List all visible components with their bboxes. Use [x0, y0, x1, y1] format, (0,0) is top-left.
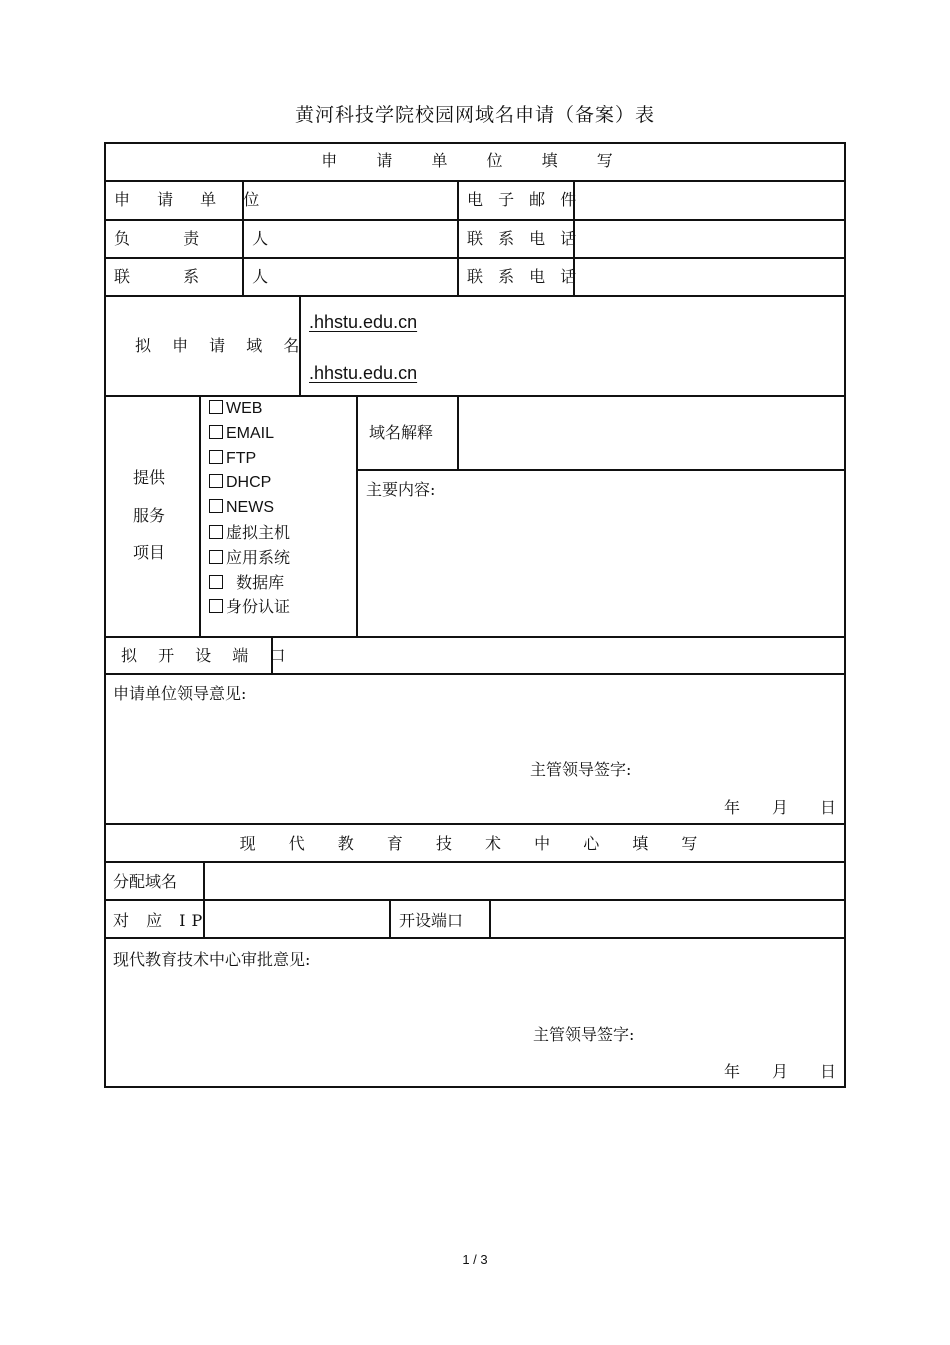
checkbox-icon[interactable] — [209, 425, 223, 439]
row-line — [105, 295, 846, 297]
label-open-port: 开设端口 — [399, 911, 464, 930]
section-header-applicant: 申 请 单 位 填 写 — [321, 151, 630, 170]
proposed-port-field[interactable] — [273, 638, 844, 673]
date-day-2: 日 — [820, 1062, 837, 1081]
checkbox-icon[interactable] — [209, 525, 223, 539]
center-opinion-field[interactable] — [106, 974, 844, 1022]
label-phone-1: 联 系 电 话 — [467, 229, 582, 248]
service-option-virtual-host[interactable]: 虚拟主机 — [209, 521, 290, 546]
services-checklist — [209, 397, 290, 620]
open-port-field[interactable] — [491, 901, 844, 937]
service-option-application-system[interactable]: 应用系统 — [209, 546, 290, 571]
checkbox-icon[interactable] — [209, 599, 223, 613]
label-email: 电 子 邮 件 — [467, 190, 582, 209]
row-line — [105, 823, 846, 825]
page-number: 1 / 3 — [462, 1252, 488, 1267]
service-option-web[interactable]: WEB — [209, 397, 290, 422]
table-border-top — [105, 142, 846, 144]
label-applicant-unit: 申 请 单 位 — [114, 190, 271, 209]
label-phone-2: 联 系 电 话 — [467, 267, 582, 286]
service-option-identity-auth[interactable]: 身份认证 — [209, 595, 290, 620]
label-services-line-3: 项目 — [133, 543, 166, 562]
contact-field[interactable] — [244, 259, 457, 295]
table-border-right — [844, 142, 846, 1088]
col-line — [457, 180, 459, 296]
label-main-content: 主要内容: — [366, 480, 436, 499]
date-year-1: 年 — [724, 798, 741, 817]
ip-field[interactable] — [205, 901, 389, 937]
label-services-line-1: 提供 — [133, 468, 166, 487]
checkbox-icon[interactable] — [209, 499, 223, 513]
form-title: 黄河科技学院校园网域名申请（备案）表 — [294, 104, 655, 126]
label-supervisor-signature-1: 主管领导签字: — [530, 760, 632, 779]
checkbox-icon[interactable] — [209, 550, 223, 564]
col-line — [389, 899, 391, 938]
label-leader-opinion: 申请单位领导意见: — [113, 684, 247, 703]
date-year-2: 年 — [724, 1062, 741, 1081]
label-person-in-charge: 负 责 人 — [114, 229, 293, 248]
phone-field-1[interactable] — [575, 221, 844, 257]
service-option-news[interactable]: NEWS — [209, 496, 290, 521]
assigned-domain-field[interactable] — [205, 863, 844, 899]
row-line — [105, 937, 846, 939]
checkbox-icon[interactable] — [209, 450, 223, 464]
service-option-ftp[interactable]: FTP — [209, 447, 290, 472]
date-day-1: 日 — [820, 798, 837, 817]
section-header-center: 现 代 教 育 技 术 中 心 填 写 — [239, 834, 712, 853]
email-field[interactable] — [575, 182, 844, 219]
label-assigned-domain: 分配域名 — [113, 872, 178, 891]
label-services-line-2: 服务 — [133, 506, 166, 525]
service-option-email[interactable]: EMAIL — [209, 422, 290, 447]
table-border-left — [104, 142, 106, 1088]
person-in-charge-field[interactable] — [244, 221, 457, 257]
row-line — [357, 469, 846, 471]
leader-opinion-field[interactable] — [106, 708, 844, 758]
label-dns-resolution: 域名解释 — [369, 423, 434, 442]
checkbox-icon[interactable] — [209, 474, 223, 488]
checkbox-icon[interactable] — [209, 575, 223, 589]
domain-suffix-2[interactable]: .hhstu.edu.cn — [309, 363, 418, 383]
date-month-1: 月 — [772, 798, 789, 817]
phone-field-2[interactable] — [575, 259, 844, 295]
date-month-2: 月 — [772, 1062, 789, 1081]
label-center-opinion: 现代教育技术中心审批意见: — [113, 950, 311, 969]
label-ip: 对 应 IP — [113, 911, 209, 930]
dns-resolution-field[interactable] — [459, 397, 844, 469]
label-supervisor-signature-2: 主管领导签字: — [533, 1025, 635, 1044]
service-option-database[interactable]: 数据库 — [209, 571, 290, 596]
label-proposed-domain: 拟 申 请 域 名 — [135, 336, 308, 355]
domain-suffix-1[interactable]: .hhstu.edu.cn — [309, 312, 418, 332]
row-line — [105, 673, 846, 675]
checkbox-icon[interactable] — [209, 400, 223, 414]
label-proposed-port: 拟 开 设 端 口 — [121, 646, 294, 665]
main-content-field[interactable] — [358, 505, 844, 635]
col-line — [199, 395, 201, 637]
applicant-unit-field[interactable] — [244, 182, 457, 219]
service-option-dhcp[interactable]: DHCP — [209, 471, 290, 496]
label-contact: 联 系 人 — [114, 267, 293, 286]
table-border-bottom — [105, 1086, 846, 1088]
